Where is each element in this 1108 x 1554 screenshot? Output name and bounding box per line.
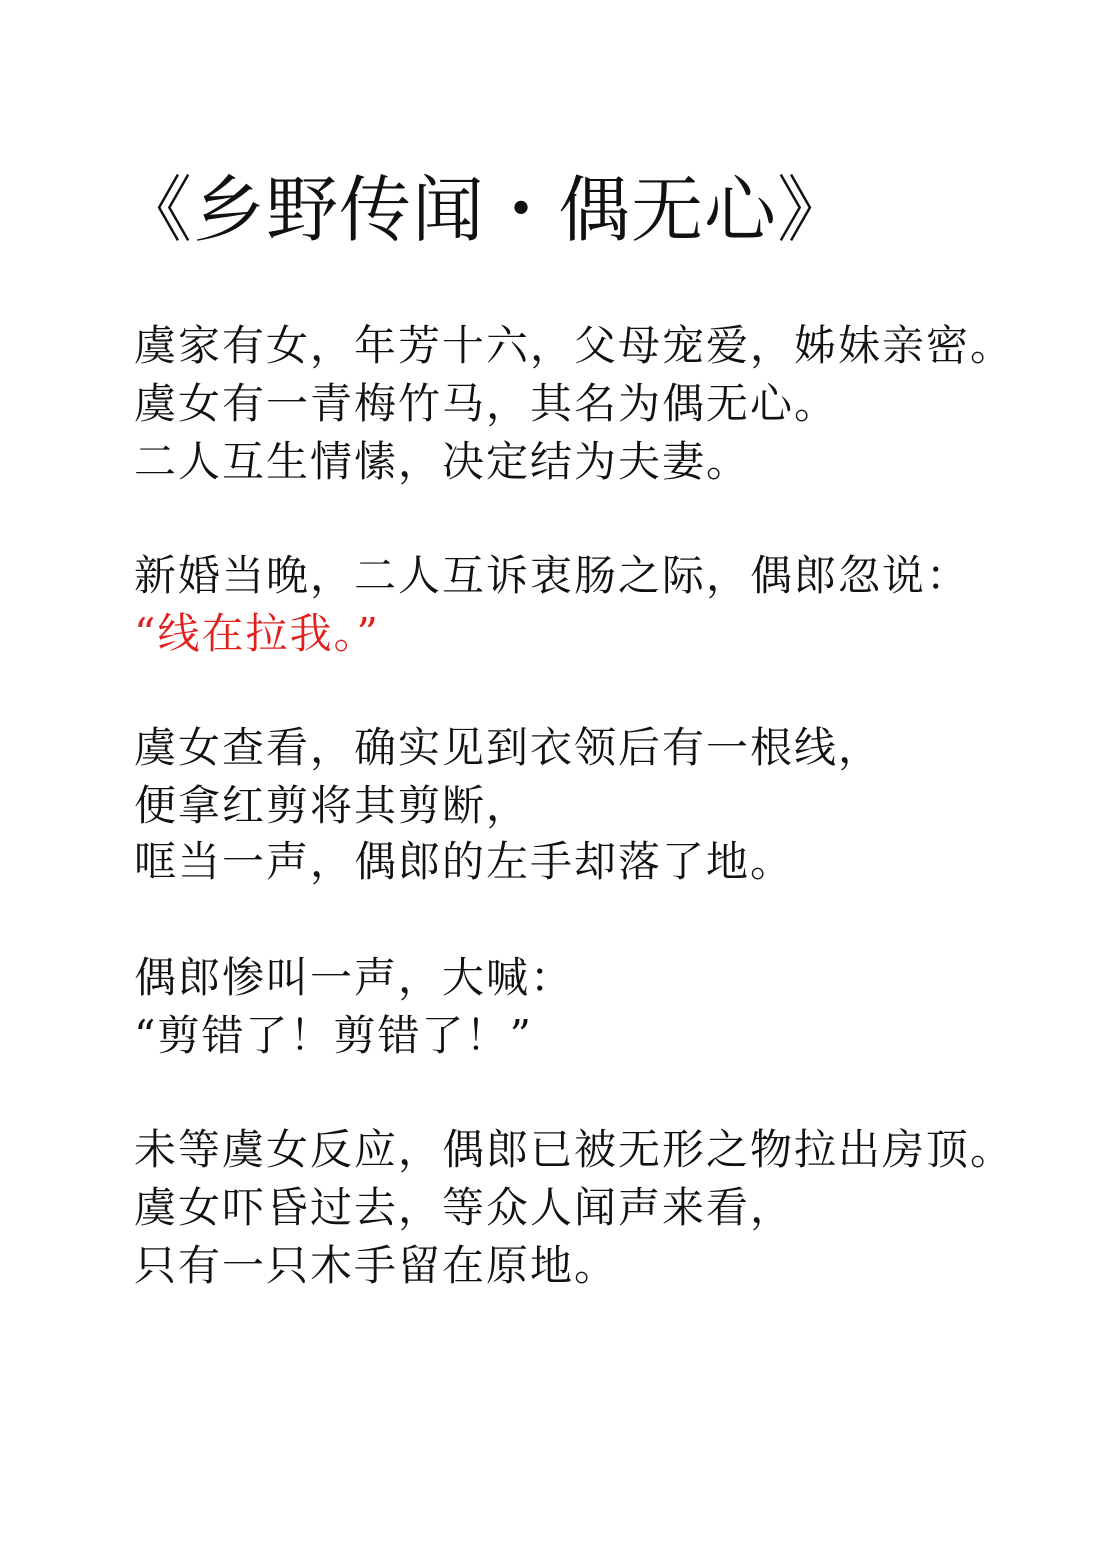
story-line: “剪错了！剪错了！” xyxy=(134,1011,533,1060)
story-line: 虞女查看，确实见到衣领后有一根线， xyxy=(134,723,883,772)
story-line: 虞家有女，年芳十六，父母宠爱，姊妹亲密。 xyxy=(134,321,1015,370)
story-line: 哐当一声，偶郎的左手却落了地。 xyxy=(134,837,795,886)
highlighted-quote: “线在拉我。” xyxy=(134,609,380,658)
story-line: 未等虞女反应，偶郎已被无形之物拉出房顶。 xyxy=(134,1125,1015,1174)
story-line: 二人互生情愫，决定结为夫妻。 xyxy=(134,437,751,486)
story-line: 便拿红剪将其剪断， xyxy=(134,781,531,830)
story-line: 虞女吓昏过去，等众人闻声来看， xyxy=(134,1183,795,1232)
story-line: 虞女有一青梅竹马，其名为偶无心。 xyxy=(134,379,839,428)
story-line: 只有一只木手留在原地。 xyxy=(134,1241,619,1290)
story-title: 《乡野传闻・偶无心》 xyxy=(120,168,851,252)
story-line: 新婚当晚，二人互诉衷肠之际，偶郎忽说： xyxy=(134,551,971,600)
story-line: 偶郎惨叫一声，大喊： xyxy=(134,953,575,1002)
